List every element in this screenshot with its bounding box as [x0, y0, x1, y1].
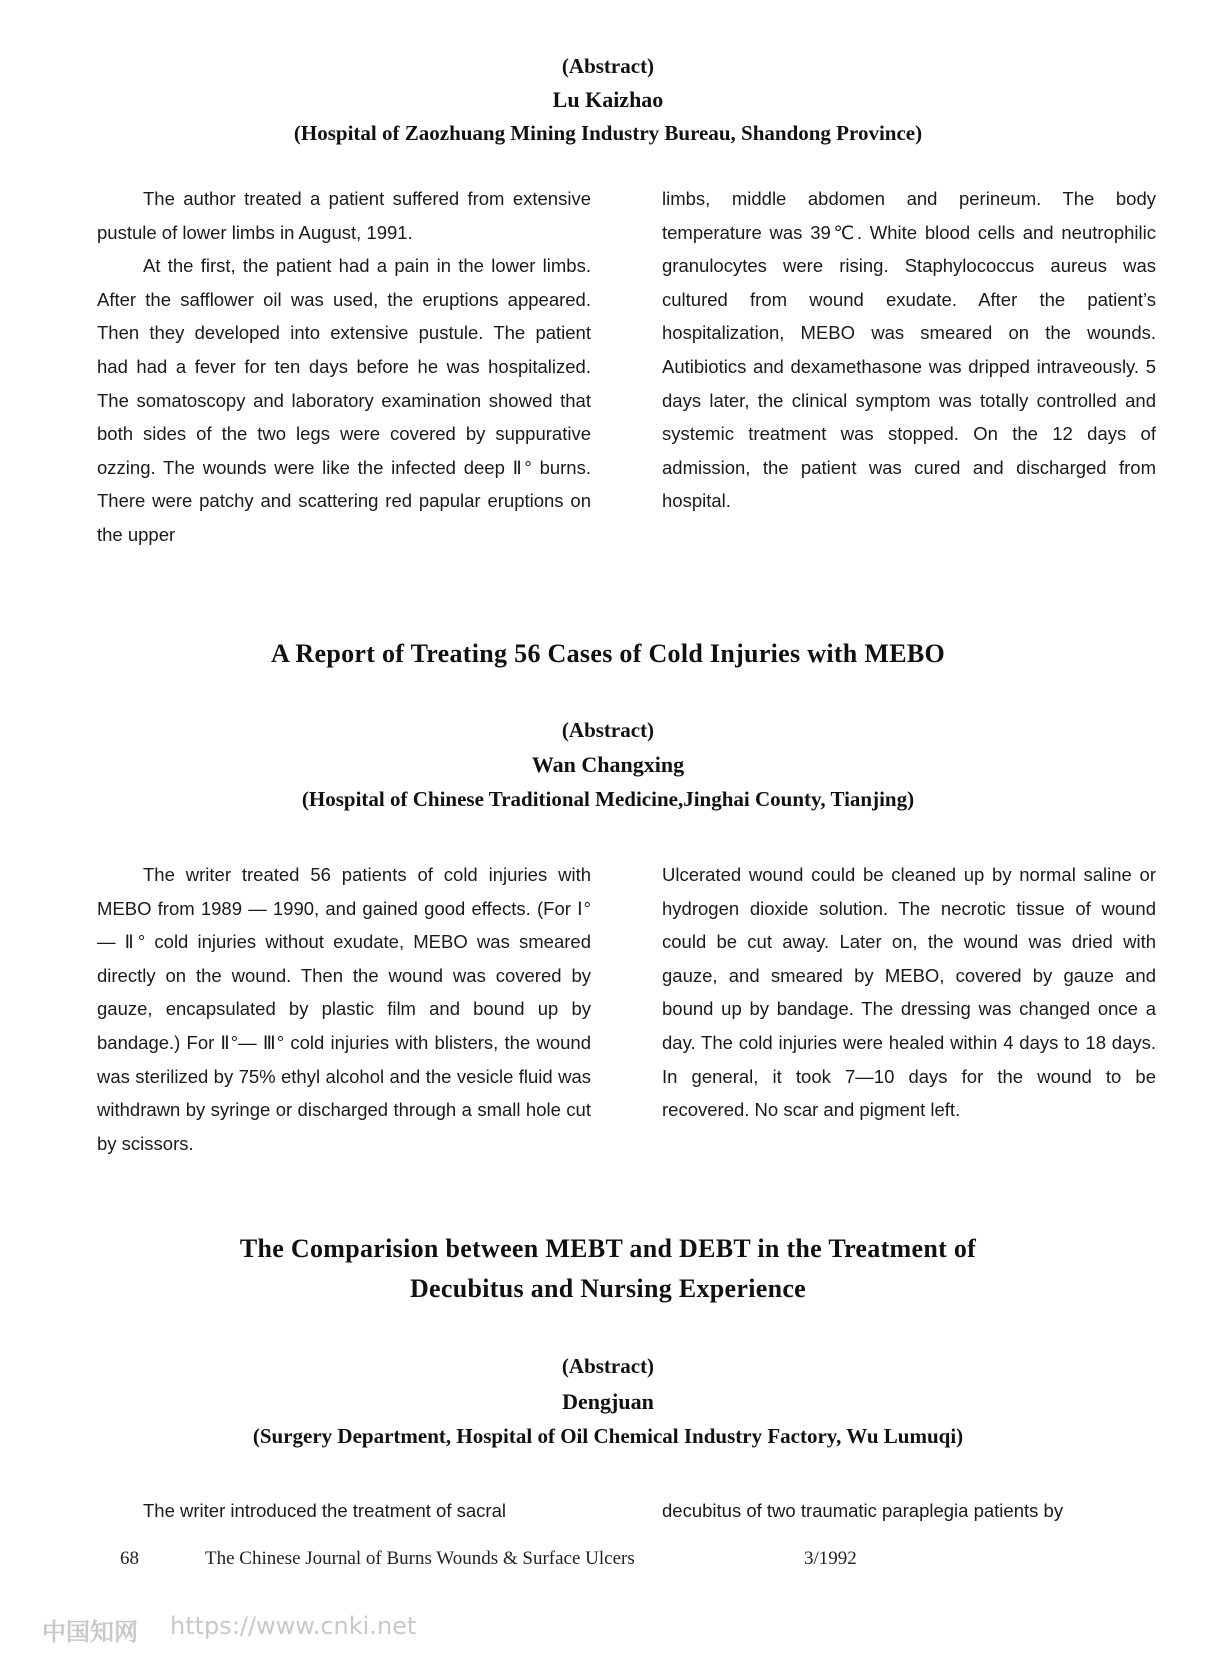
page-number: 68 — [120, 1548, 139, 1569]
article-title: A Report of Treating 56 Cases of Cold Injuries with MEBO — [270, 639, 946, 668]
paragraph: limbs, middle abdomen and perineum. The body temperature was 39℃. White blood cells and neutrophilic granulocytes were rising. Staphylococcus aureus was cultured from wound exudate. After the patient’s hospitalization, MEBO was smeared on the wounds. Autibiotics and dexamethasone was dripped intraveously. 5 days later, the clinical symptom was totally controlled and systemic treatment was stopped. On the 12 days of admission, the patient was cured and discharged from hospital. — [662, 188, 1156, 512]
paragraph: Ulcerated wound could be cleaned up by normal saline or hydrogen dioxide solution. The necrotic tissue of wound could be cut away. Later on, the wound was dried with gauze, and smeared by MEBO, covered by gauze and bound up by bandage. The dressing was changed once a day. The cold injuries were healed within 4 days to 18 days. In general, it took 7—10 days for the wound to be recovered. No scar and pigment left. — [662, 864, 1156, 1121]
paragraph: At the first, the patient had a pain in the lower limbs. After the safflower oil was used, the eruptions appeared. Then they developed into extensive pustule. The patient had had a fever for ten days before he was hospitalized. The somatoscopy and laboratory examination showed that both sides of the two legs were covered by suppurative ozzing. The wounds were like the infected deep Ⅱ° burns. There were patchy and scattering red papular eruptions on the upper — [97, 255, 591, 545]
journal-name: The Chinese Journal of Burns Wounds & Surface Ulcers — [205, 1548, 635, 1569]
article3-left-column — [97, 1494, 591, 1528]
paragraph: The writer introduced the treatment of sacral — [143, 1500, 506, 1521]
cnki-logo-watermark: 中国知网 — [42, 1618, 138, 1646]
author-name: Wan Changxing — [531, 752, 685, 777]
article2-left-column — [97, 858, 591, 1160]
article-title-line: The Comparision between MEBT and DEBT in the Treatment of — [239, 1234, 977, 1263]
article1-left-column — [97, 182, 591, 552]
abstract-label: (Abstract) — [561, 718, 655, 742]
author-affiliation: (Hospital of Zaozhuang Mining Industry Bureau, Shandong Province) — [293, 121, 923, 145]
abstract-label: (Abstract) — [561, 1354, 655, 1378]
author-name: Dengjuan — [562, 1389, 654, 1414]
author-name: Lu Kaizhao — [552, 87, 664, 112]
author-affiliation: (Hospital of Chinese Traditional Medicine,Jinghai County, Tianjing) — [301, 787, 915, 811]
article3-right-column — [662, 1494, 1156, 1528]
article2-right-column — [662, 858, 1156, 1127]
paragraph: The author treated a patient suffered from extensive pustule of lower limbs in August, 1991. — [97, 188, 591, 243]
article1-right-column — [662, 182, 1156, 518]
author-affiliation: (Surgery Department, Hospital of Oil Chemical Industry Factory, Wu Lumuqi) — [252, 1424, 964, 1448]
cnki-url-watermark: https://www.cnki.net — [170, 1612, 417, 1640]
paragraph: decubitus of two traumatic paraplegia patients by — [662, 1500, 1064, 1521]
issue-number: 3/1992 — [804, 1548, 857, 1569]
paragraph: The writer treated 56 patients of cold injuries with MEBO from 1989 — 1990, and gained good effects. (For Ⅰ° — Ⅱ° cold injuries without exudate, MEBO was smeared directly on the wound. Then the wound was covered by gauze, encapsulated by plastic film and bound up by bandage.) For Ⅱ°— Ⅲ° cold injuries with blisters, the wound was sterilized by 75% ethyl alcohol and the vesicle fluid was withdrawn by syringe or discharged through a small hole cut by scissors. — [97, 864, 591, 1154]
abstract-label: (Abstract) — [561, 54, 655, 78]
article-title-line: Decubitus and Nursing Experience — [409, 1274, 807, 1303]
